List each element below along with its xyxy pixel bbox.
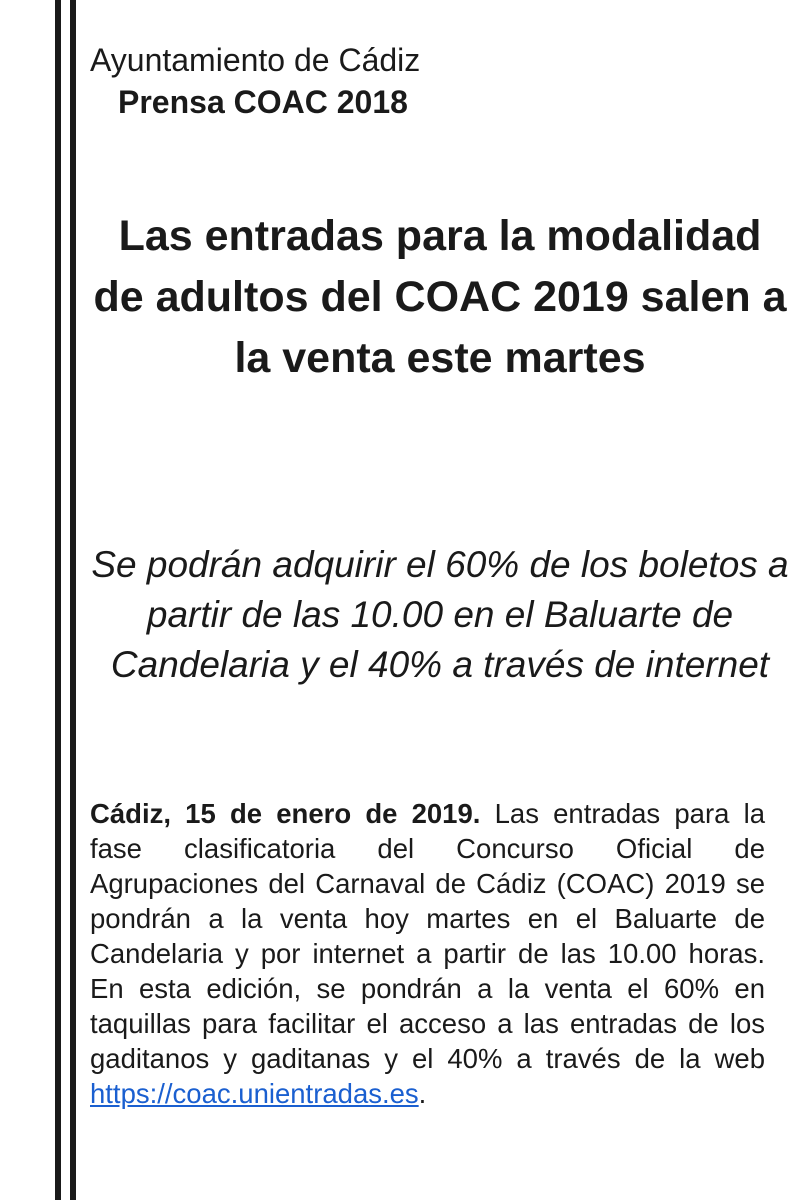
left-border-line: [55, 0, 61, 1200]
left-border-line-inner: [70, 0, 76, 1200]
body-text: Las entradas para la fase clasificatoria del Concurso Oficial de Agrupaciones del Carnaval de Cádiz (COAC) 2019 se pondrán a la venta hoy martes en el Baluarte de Candelaria y por internet a partir de las 10.00 horas. En esta edición, se pondrán a la venta el 60% en taquillas para facilitar el acceso a las entradas de los gaditanos y gaditanas y el 40% a través de la web: [90, 798, 765, 1074]
article-body: [90, 796, 765, 1111]
press-label: Prensa COAC 2018: [118, 84, 408, 120]
headline: Las entradas para la modalidad de adultos del COAC 2019 salen a la venta este martes: [93, 212, 787, 382]
organization-name: Ayuntamiento de Cádiz: [90, 42, 421, 78]
dateline: Cádiz, 15 de enero de 2019.: [90, 798, 481, 829]
web-link[interactable]: https://coac.unientradas.es: [90, 1078, 419, 1109]
trailing-period: .: [418, 1078, 427, 1109]
subtitle: Se podrán adquirir el 60% de los boletos a partir de las 10.00 en el Baluarte de Candelaria y el 40% a través de internet: [91, 544, 789, 685]
